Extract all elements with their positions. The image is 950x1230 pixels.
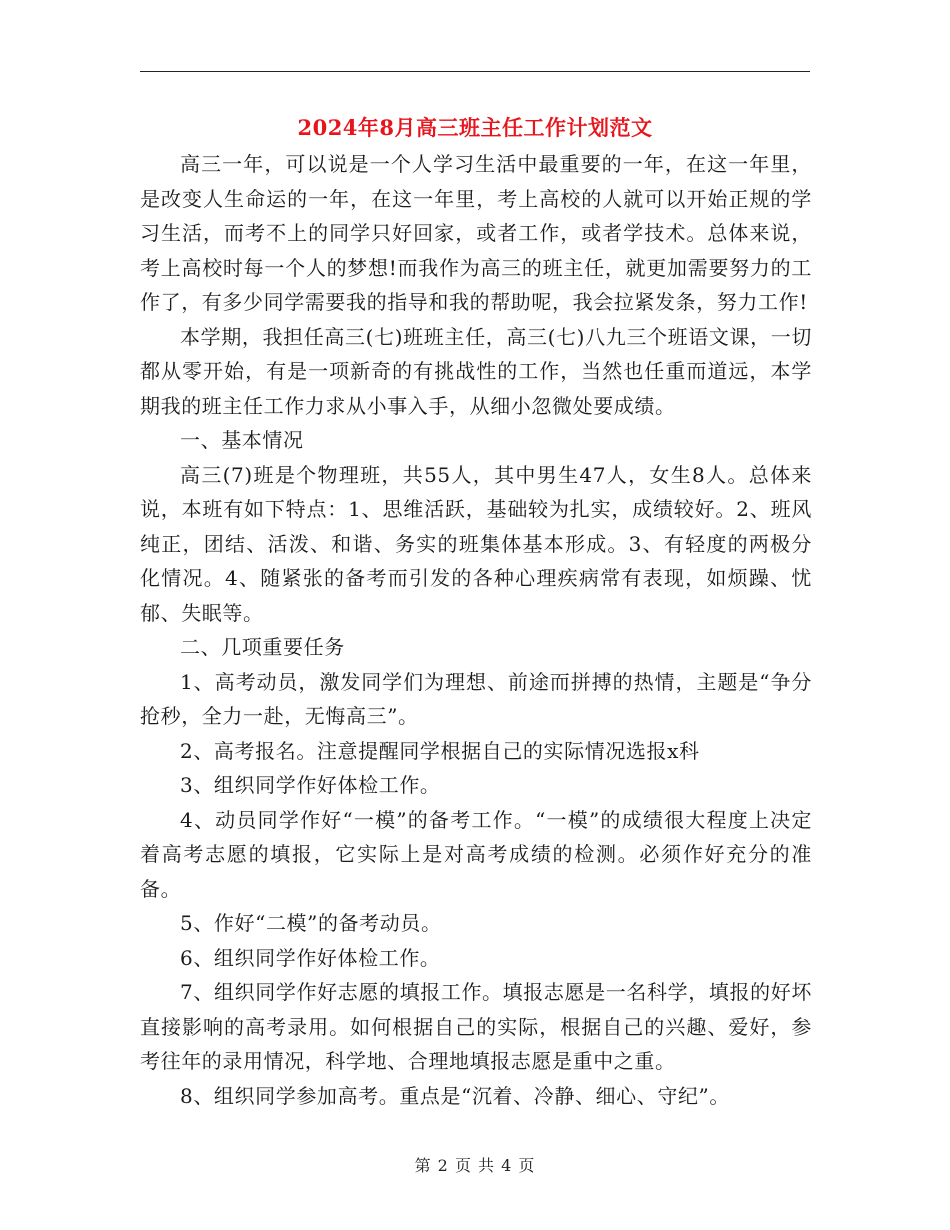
task-item: 4、动员同学作好“一模”的备考工作。“一模”的成绩很大程度上决定着高考志愿的填报，它实际上是对高考成绩的检测。必须作好充分的准备。 <box>140 807 812 901</box>
class-info-paragraph: 高三(7)班是个物理班，共55人，其中男生47人，女生8人。总体来说，本班有如下特点：1、思维活跃，基础较为扎实，成绩较好。2、班风纯正，团结、活泼、和谐、务实的班集体基本形成。3、有轻度的两极分化情况。4、随紧张的备考而引发的各种心理疾病常有表现，如烦躁、忧郁、失眠等。 <box>140 462 812 625</box>
task-item: 8、组织同学参加高考。重点是“沉着、冷静、细心、守纪”。 <box>180 1083 730 1108</box>
section-heading-tasks: 二、几项重要任务 <box>180 635 345 659</box>
semester-paragraph: 本学期，我担任高三(七)班班主任，高三(七)八九三个班语文课，一切都从零开始，有是一项新奇的有挑战性的工作，当然也任重而道远，本学期我的班主任工作力求从小事入手，从细小忽微处要成绩。 <box>140 324 812 418</box>
intro-paragraph: 高三一年，可以说是一个人学习生活中最重要的一年，在这一年里，是改变人生命运的一年，在这一年里，考上高校的人就可以开始正规的学习生活，而考不上的同学只好回家，或者工作，或者学技术。总体来说，考上高校时每一个人的梦想!而我作为高三的班主任，就更加需要努力的工作了，有多少同学需要我的指导和我的帮助呢，我会拉紧发条，努力工作! <box>140 152 812 314</box>
task-item: 3、组织同学作好体检工作。 <box>180 773 441 797</box>
header-rule <box>140 71 810 72</box>
document-body <box>140 147 812 1113</box>
task-item: 2、高考报名。注意提醒同学根据自己的实际情况选报x科 <box>180 738 700 763</box>
task-item: 6、组织同学作好体检工作。 <box>180 945 441 970</box>
task-item: 5、作好“二模”的备考动员。 <box>180 911 442 935</box>
task-item: 7、组织同学作好志愿的填报工作。填报志愿是一名科学，填报的好坏直接影响的高考录用。如何根据自己的实际，根据自己的兴趣、爱好，参考往年的录用情况，科学地、合理地填报志愿是重中之重。 <box>140 980 812 1073</box>
task-item: 1、高考动员，激发同学们为理想、前途而拼搏的热情，主题是“争分抢秒，全力一赴，无悔高三”。 <box>140 669 812 728</box>
section-heading-basic: 一、基本情况 <box>180 428 304 452</box>
page-number: 第 2 页 共 4 页 <box>414 1156 536 1175</box>
document-title: 2024年8月高三班主任工作计划范文 <box>297 115 653 140</box>
